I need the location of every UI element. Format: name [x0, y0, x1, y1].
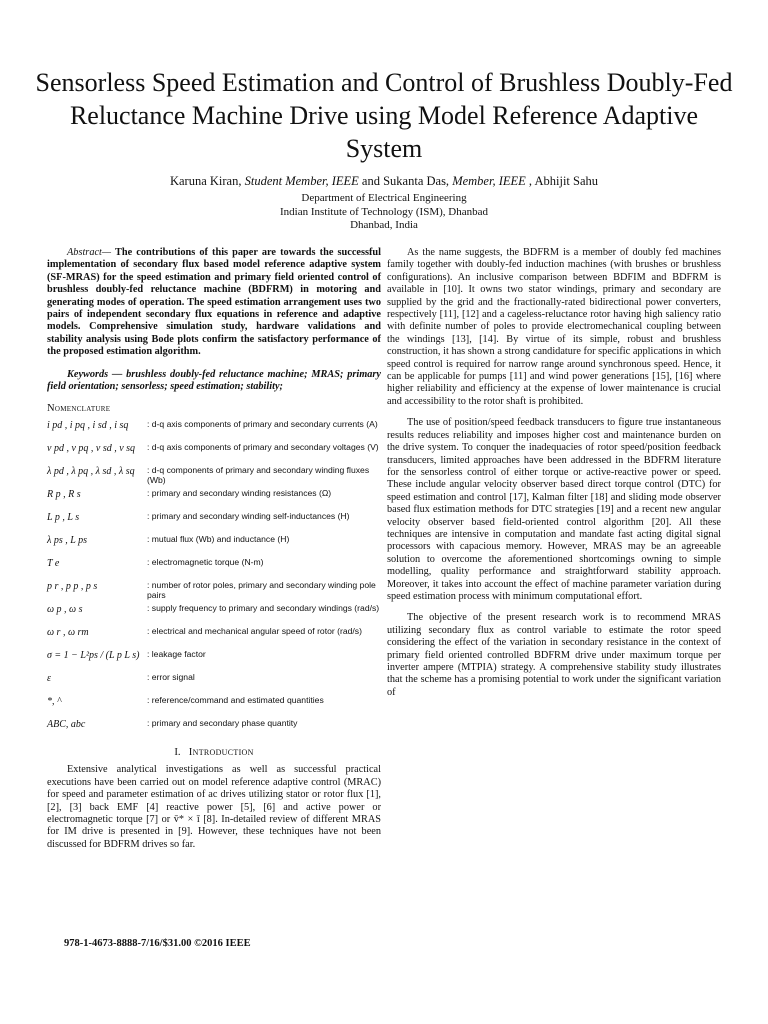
nomenclature-row — [47, 626, 381, 646]
abstract-label: Abstract— — [67, 247, 112, 258]
nomenclature-description: : supply frequency to primary and secondary windings (rad/s) — [147, 602, 380, 613]
nomenclature-symbol: σ = 1 − L²ps / (L p L s) — [47, 649, 140, 661]
body-paragraph: As the name suggests, the BDFRM is a member of doubly fed machines family together with doubly-fed induction machines (with brushes or brushless configurations). An inclusive comparison between BDFIM and BDFRM is available in [10]. It owns two stator windings, primary and secondary are supplied by the grid and the fractionally-rated bidirectional power converters, respectively [11], [12] and a cageless-reluctance rotor having high saliency ratio with definite number of poles to provide electromechanical coupling between the windings [13], [14]. By virtue of its simple, robust and brushless construction, it has shown a strong candidature for specific applications in which speed control is required for narrow range around synchronous speed. Hence, it can be applicable for pumps [11] and wind power generations [15], [16] where higher reliability and efficiency at the expense of lower maintenance is crucial and accessibility to the rotor shaft is prohibited. — [387, 247, 721, 407]
paper-title: Sensorless Speed Estimation and Control of Brushless Doubly-Fed Reluctance Machine Drive using Model Reference Adaptive System — [35, 68, 733, 163]
nomenclature-row — [47, 580, 381, 600]
nomenclature-symbol: ω p , ω s — [47, 603, 83, 615]
section-title: Introduction — [188, 745, 254, 758]
nomenclature-description: : error signal — [147, 671, 195, 682]
nomenclature-symbol: λ ps , L ps — [47, 534, 87, 546]
body-paragraph: The use of position/speed feedback transducers to figure true instantaneous results reduces reliability and imposes higher cost and maintenance burden on the drive system. To conquer the inadequacies of rotor speed/position feedback transducers, limited approaches have been addressed in the BDFRM literature for the sensorless control of either torque or active-reactive power or speed. These include angular velocity observer based direct torque control (DTC) for speed estimation and control [17], Kalman filter [18] and sliding mode observer based flux estimation methods for DTC strategies [19] and a recent new angular velocity observer based field-oriented control algorithm [20]. All these techniques are intensive in computation and mandate fast acting digital signal processors with capacious memory. However, MRAS may be an agreeable solution to overcome the aforementioned shortcomings owning to simple modelling, quality performance and straightforward stability approach. Moreover, it takes into account the effect of machine parameter variation during speed estimation process with minimum computational effort. — [387, 417, 721, 602]
nomenclature-row — [47, 695, 381, 715]
nomenclature-row — [47, 557, 381, 577]
nomenclature-symbol: *, ^ — [47, 695, 62, 707]
nomenclature-description: : primary and secondary phase quantity — [147, 717, 298, 728]
nomenclature-row — [47, 672, 381, 692]
nomenclature-symbol: ABC, abc — [47, 718, 86, 730]
nomenclature-symbol: ε — [47, 672, 51, 684]
nomenclature-row — [47, 442, 381, 462]
author-line — [30, 174, 738, 189]
affiliation-city: Dhanbad, India — [350, 219, 418, 231]
nomenclature-description: : reference/command and estimated quantities — [147, 694, 324, 705]
intro-paragraph: Extensive analytical investigations as well as successful practical executions have been carried out on model reference adaptive control (MRAC) for speed and parameter estimation of ac drives utilizing stator or rotor flux [1], [2], [3] back EMF [4] reactive power [5], [6] and active power or electromagnetic torque [7] or v̄* × ī [8]. In-detailed review of different MRAS for IM drive is presented in [9]. However, these techniques have not been discussed for BDFRM drives so far. — [47, 764, 381, 850]
abstract-text: The contributions of this paper are towards the successful implementation of secondary flux based model reference adaptive system (SF-MRAS) for the speed estimation and primary field oriented control of brushless doubly-fed reluctance machine (BDFRM) in motoring and generating modes of operation. The speed estimation arrangement uses two pairs of independent secondary flux equations in reference and adaptive models. Comprehensive simulation study, hardware validations and stability analysis using Bode plots confirm the satisfactory performance of the proposed estimation algorithm. — [47, 247, 381, 358]
nomenclature-row — [47, 534, 381, 554]
copyright-footer: 978-1-4673-8888-7/16/$31.00 ©2016 IEEE — [64, 938, 251, 949]
nomenclature-symbol: p r , p p , p s — [47, 580, 98, 592]
nomenclature-symbol: R p , R s — [47, 488, 81, 500]
nomenclature-symbol: i pd , i pq , i sd , i sq — [47, 419, 129, 431]
nomenclature-symbol: λ pd , λ pq , λ sd , λ sq — [47, 465, 135, 477]
section-number: I. — [174, 745, 181, 758]
body-paragraph: The objective of the present research work is to recommend MRAS utilizing secondary flux as control variable to estimate the rotor speed considering the effect of the variation in secondary resistance in the context of primary field oriented controlled BDFRM drive under maximum torque per inverter ampere (MTPIA) strategy. A comprehensive stability study illustrates that the scheme has a promising potential to work under the significant variation of — [387, 612, 721, 698]
right-column — [387, 247, 721, 699]
nomenclature-description: : leakage factor — [147, 648, 206, 659]
nomenclature-description: : electrical and mechanical angular speed of rotor (rad/s) — [147, 625, 362, 636]
section-heading — [47, 746, 381, 758]
nomenclature-symbol: T e — [47, 557, 60, 569]
nomenclature-heading: Nomenclature — [47, 403, 111, 415]
nomenclature-description: : primary and secondary winding self-inductances (H) — [147, 510, 350, 521]
affiliation-institute: Indian Institute of Technology (ISM), Dhanbad — [280, 205, 488, 218]
nomenclature-row — [47, 649, 381, 669]
nomenclature-row — [47, 718, 381, 738]
author-1-name: Karuna Kiran, — [169, 174, 245, 188]
author-3-name: , Abhijit Sahu — [525, 174, 599, 188]
nomenclature-description: : primary and secondary winding resistances (Ω) — [147, 487, 332, 498]
nomenclature-description: : d-q axis components of primary and secondary currents (A) — [147, 418, 378, 429]
abstract — [47, 247, 381, 359]
nomenclature-symbol: v pd , v pq , v sd , v sq — [47, 442, 136, 454]
keywords: Keywords — brushless doubly-fed reluctance machine; MRAS; primary field orientation; sensorless; speed estimation; stability; — [47, 368, 381, 393]
author-1-role: Student Member, IEEE — [244, 174, 359, 188]
nomenclature-row — [47, 603, 381, 623]
nomenclature-description: : number of rotor poles, primary and secondary winding pole pairs — [147, 579, 376, 600]
nomenclature-row — [47, 465, 381, 485]
nomenclature-row — [47, 511, 381, 531]
left-column — [47, 247, 381, 851]
nomenclature-description: : d-q components of primary and secondary winding fluxes (Wb) — [147, 464, 370, 485]
nomenclature-list — [47, 419, 381, 738]
nomenclature-description: : mutual flux (Wb) and inductance (H) — [147, 533, 290, 544]
nomenclature-description: : d-q axis components of primary and secondary voltages (V) — [147, 441, 379, 452]
affiliation — [30, 192, 738, 233]
author-2-role: Member, IEEE — [452, 174, 526, 188]
nomenclature-row — [47, 488, 381, 508]
nomenclature-symbol: ω r , ω rm — [47, 626, 89, 638]
author-2-name: and Sukanta Das, — [358, 174, 453, 188]
nomenclature-row — [47, 419, 381, 439]
affiliation-department: Department of Electrical Engineering — [301, 192, 467, 204]
nomenclature-symbol: L p , L s — [47, 511, 80, 523]
nomenclature-description: : electromagnetic torque (N-m) — [147, 556, 264, 567]
